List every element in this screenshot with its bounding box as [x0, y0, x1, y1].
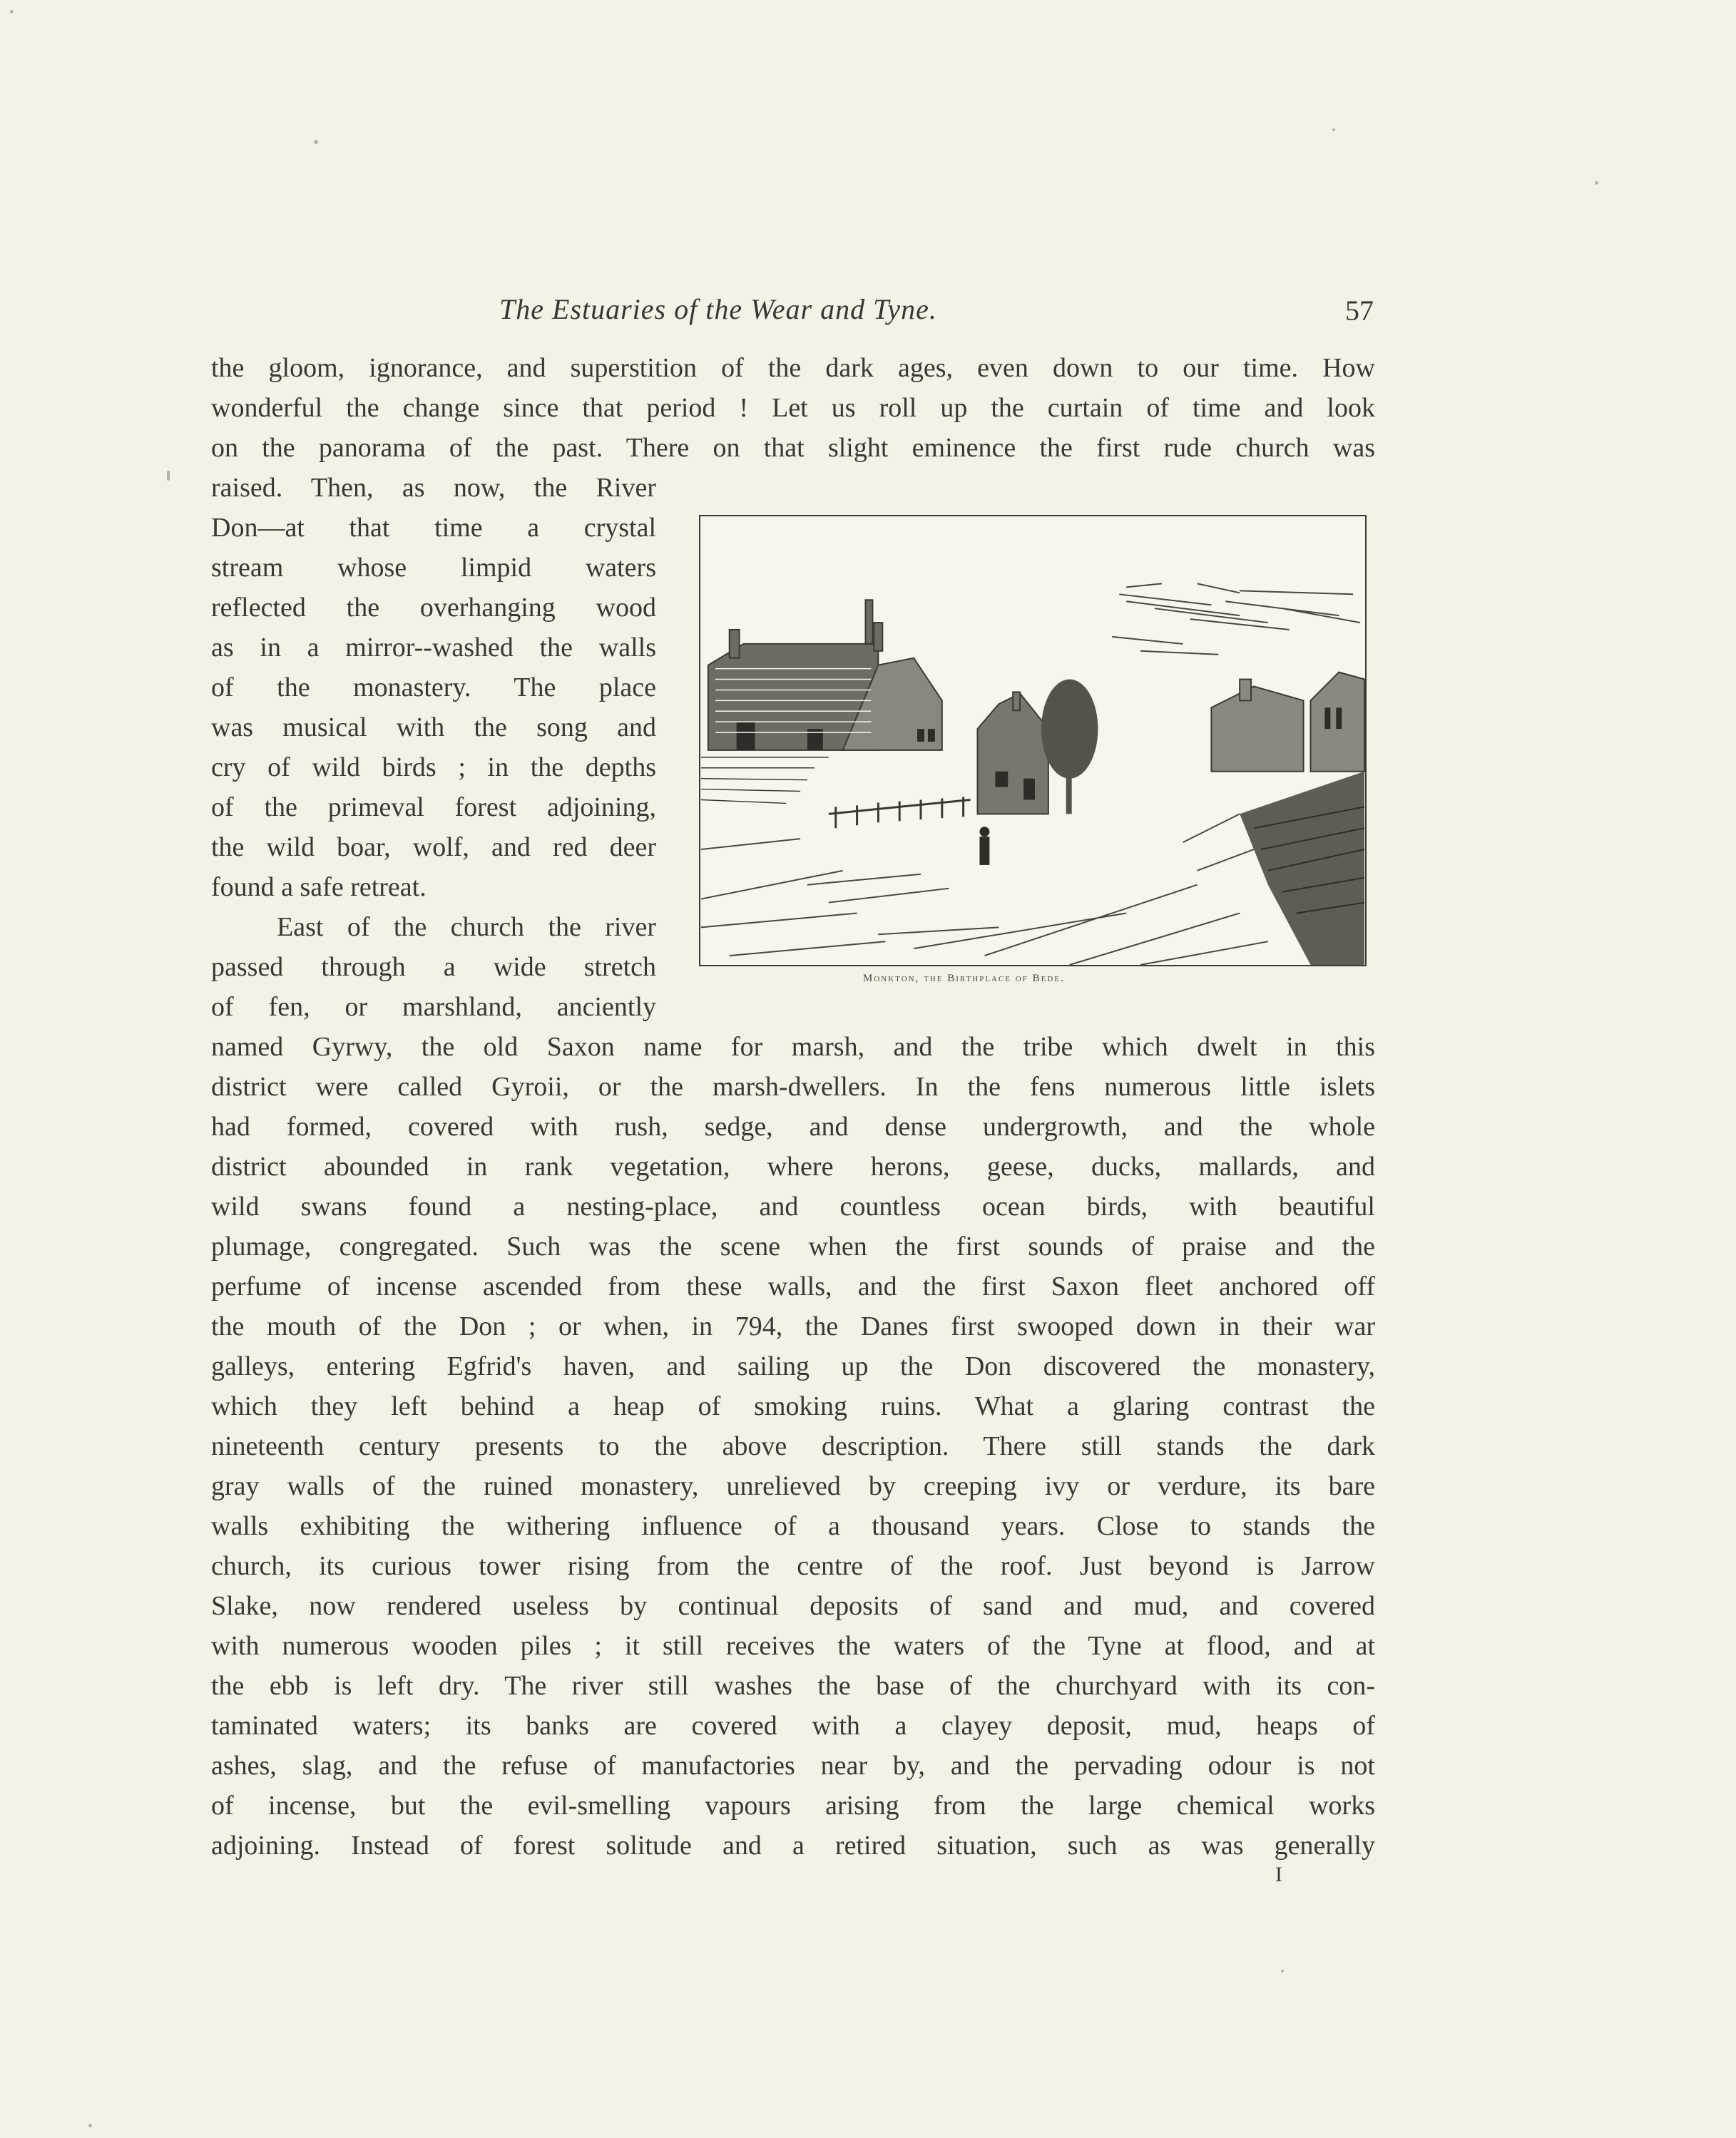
text-line: had formed, covered with rush, sedge, and dense undergrowth, and the whole	[211, 1112, 1375, 1142]
text-line: named Gyrwy, the old Saxon name for marsh, and the tribe which dwelt in this	[211, 1032, 1375, 1062]
text-line: walls exhibiting the withering influence of a thousand years. Close to stands the	[211, 1511, 1375, 1541]
page-number: 57	[1345, 295, 1374, 327]
text-line: of the primeval forest adjoining,	[211, 792, 656, 822]
text-line: the mouth of the Don ; or when, in 794, the Danes first swooped down in their war	[211, 1311, 1375, 1341]
paragraph-narrow	[211, 468, 656, 1027]
text-line: Don—at that time a crystal	[211, 513, 656, 543]
text-line-indented: East of the church the river	[277, 912, 656, 942]
text-line: taminated waters; its banks are covered with a clayey deposit, mud, heaps of	[211, 1711, 1375, 1741]
text-line: which they left behind a heap of smoking ruins. What a glaring contrast the	[211, 1391, 1375, 1421]
text-line: district abounded in rank vegetation, where herons, geese, ducks, mallards, and	[211, 1152, 1375, 1182]
signature-mark: I	[1275, 1863, 1282, 1886]
text-line: galleys, entering Egfrid's haven, and sailing up the Don discovered the monastery,	[211, 1351, 1375, 1381]
figure-caption: Monkton, the Birthplace of Bede.	[863, 973, 1065, 984]
paper-speck	[314, 140, 318, 144]
text-line: raised. Then, as now, the River	[211, 473, 656, 503]
engraving-illustration	[699, 515, 1367, 966]
text-line: Slake, now rendered useless by continual deposits of sand and mud, and covered	[211, 1591, 1375, 1621]
text-line: plumage, congregated. Such was the scene when the first sounds of praise and the	[211, 1232, 1375, 1262]
text-line: of incense, but the evil-smelling vapours arising from the large chemical works	[211, 1791, 1375, 1821]
text-line: cry of wild birds ; in the depths	[211, 752, 656, 782]
paragraph-bottom	[211, 1027, 1375, 1866]
text-line: of fen, or marshland, anciently	[211, 992, 656, 1022]
paper-speck	[1332, 128, 1335, 131]
text-line: adjoining. Instead of forest solitude and a retired situation, such as was generally	[211, 1831, 1375, 1861]
text-line: the wild boar, wolf, and red deer	[211, 832, 656, 862]
text-line: stream whose limpid waters	[211, 553, 656, 583]
text-line: wonderful the change since that period ! Let us roll up the curtain of time and look	[211, 393, 1375, 423]
text-line: of the monastery. The place	[211, 672, 656, 702]
text-line: ashes, slag, and the refuse of manufactories near by, and the pervading odour is not	[211, 1751, 1375, 1781]
text-line: the gloom, ignorance, and superstition of the dark ages, even down to our time. How	[211, 353, 1375, 383]
paper-speck	[10, 10, 14, 14]
text-line: gray walls of the ruined monastery, unrelieved by creeping ivy or verdure, its bare	[211, 1471, 1375, 1501]
running-title: The Estuaries of the Wear and Tyne.	[499, 293, 937, 325]
text-line: wild swans found a nesting-place, and countless ocean birds, with beautiful	[211, 1192, 1375, 1222]
text-line: the ebb is left dry. The river still washes the base of the churchyard with its con-	[211, 1671, 1375, 1701]
paper-speck	[1281, 1970, 1284, 1973]
paper-speck	[1595, 181, 1598, 185]
text-line: on the panorama of the past. There on that slight eminence the first rude church was	[211, 433, 1375, 463]
paper-speck	[88, 2124, 92, 2127]
running-head	[211, 292, 1374, 332]
paper-speck	[167, 471, 170, 481]
text-line: passed through a wide stretch	[211, 952, 656, 982]
text-line: as in a mirror--washed the walls	[211, 633, 656, 663]
text-line: with numerous wooden piles ; it still receives the waters of the Tyne at flood, and at	[211, 1631, 1375, 1661]
text-line: reflected the overhanging wood	[211, 593, 656, 623]
text-line: church, its curious tower rising from the centre of the roof. Just beyond is Jarrow	[211, 1551, 1375, 1581]
text-line: was musical with the song and	[211, 712, 656, 742]
engraving-drawing	[700, 516, 1365, 965]
text-line: nineteenth century presents to the above description. There still stands the dark	[211, 1431, 1375, 1461]
paragraph-top	[211, 348, 1375, 468]
text-line: found a safe retreat.	[211, 872, 427, 902]
text-line: district were called Gyroii, or the marsh-dwellers. In the fens numerous little islets	[211, 1072, 1375, 1102]
text-line: perfume of incense ascended from these walls, and the first Saxon fleet anchored off	[211, 1272, 1375, 1301]
